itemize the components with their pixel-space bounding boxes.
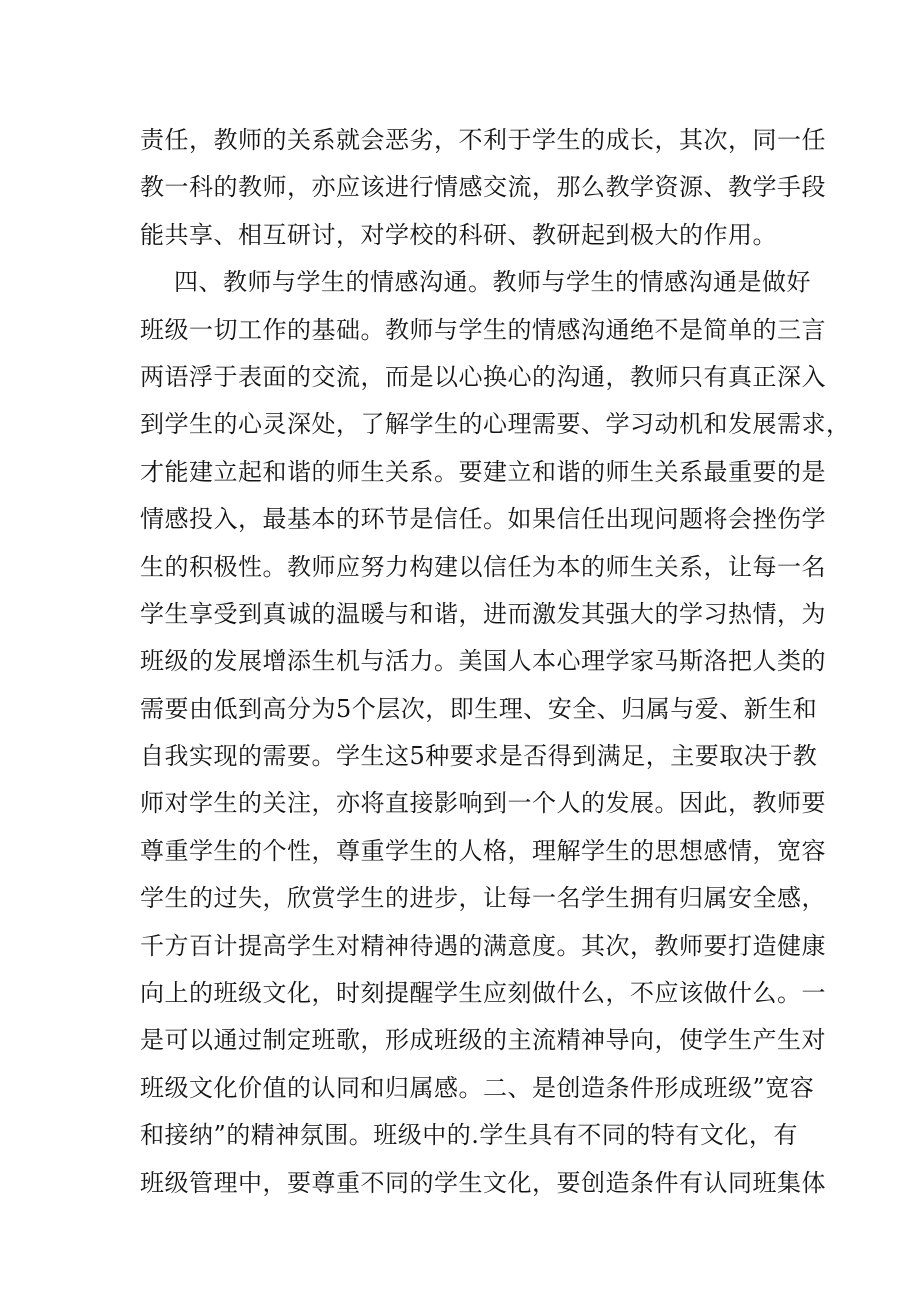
text-line-18: 千方百计提高学生对精神待遇的满意度。其次，教师要打造健康 — [140, 931, 826, 960]
text-line-22: 和接纳”的精神氛围。班级中的.学生具有不同的特有文化，有 — [140, 1121, 798, 1150]
text-line-15: 师对学生的关注，亦将直接影响到一个人的发展。因此，教师要 — [140, 789, 826, 818]
text-line-2: 教一科的教师，亦应该进行情感交流，那么教学资源、教学手段 — [140, 173, 826, 202]
text-line-8: 才能建立起和谐的师生关系。要建立和谐的师生关系最重要的是 — [140, 457, 826, 486]
text-line-12: 班级的发展增添生机与活力。美国人本心理学家马斯洛把人类的 — [140, 647, 826, 676]
text-line-20: 是可以通过制定班歌，形成班级的主流精神导向，使学生产生对 — [140, 1026, 826, 1055]
text-line-21: 班级文化价值的认同和归属感。二、是创造条件形成班级”宽容 — [140, 1073, 815, 1102]
section-four-heading-line: 四、教师与学生的情感沟通。教师与学生的情感沟通是做好 — [174, 268, 811, 297]
text-line-3: 能共享、相互研讨，对学校的科研、教研起到极大的作用。 — [140, 220, 777, 249]
text-line-6: 两语浮于表面的交流，而是以心换心的沟通，教师只有真正深入 — [140, 362, 826, 391]
text-line-13: 需要由低到高分为5个层次，即生理、安全、归属与爱、新生和 — [140, 694, 818, 723]
body-text — [140, 117, 851, 1207]
text-line-17: 学生的过失，欣赏学生的进步，让每一名学生拥有归属安全感， — [140, 884, 826, 913]
text-line-10: 生的积极性。教师应努力构建以信任为本的师生关系，让每一名 — [140, 552, 826, 581]
text-line-5: 班级一切工作的基础。教师与学生的情感沟通绝不是简单的三言 — [140, 315, 826, 344]
text-line-1: 责任，教师的关系就会恶劣，不利于学生的成长，其次，同一任 — [140, 126, 826, 154]
text-line-16: 尊重学生的个性，尊重学生的人格，理解学生的思想感情，宽容 — [140, 836, 826, 865]
text-line-7: 到学生的心灵深处，了解学生的心理需要、学习动机和发展需求， — [140, 410, 851, 439]
text-line-14: 自我实现的需要。学生这5种要求是否得到满足，主要取决于教 — [140, 742, 818, 771]
text-line-19: 向上的班级文化，时刻提醒学生应刻做什么，不应该做什么。一 — [140, 979, 826, 1008]
text-line-23: 班级管理中，要尊重不同的学生文化，要创造条件有认同班集体 — [140, 1168, 826, 1197]
text-line-11: 学生享受到真诚的温暖与和谐，进而激发其强大的学习热情，为 — [140, 599, 826, 628]
text-line-9: 情感投入，最基本的环节是信任。如果信任出现问题将会挫伤学 — [140, 505, 826, 534]
